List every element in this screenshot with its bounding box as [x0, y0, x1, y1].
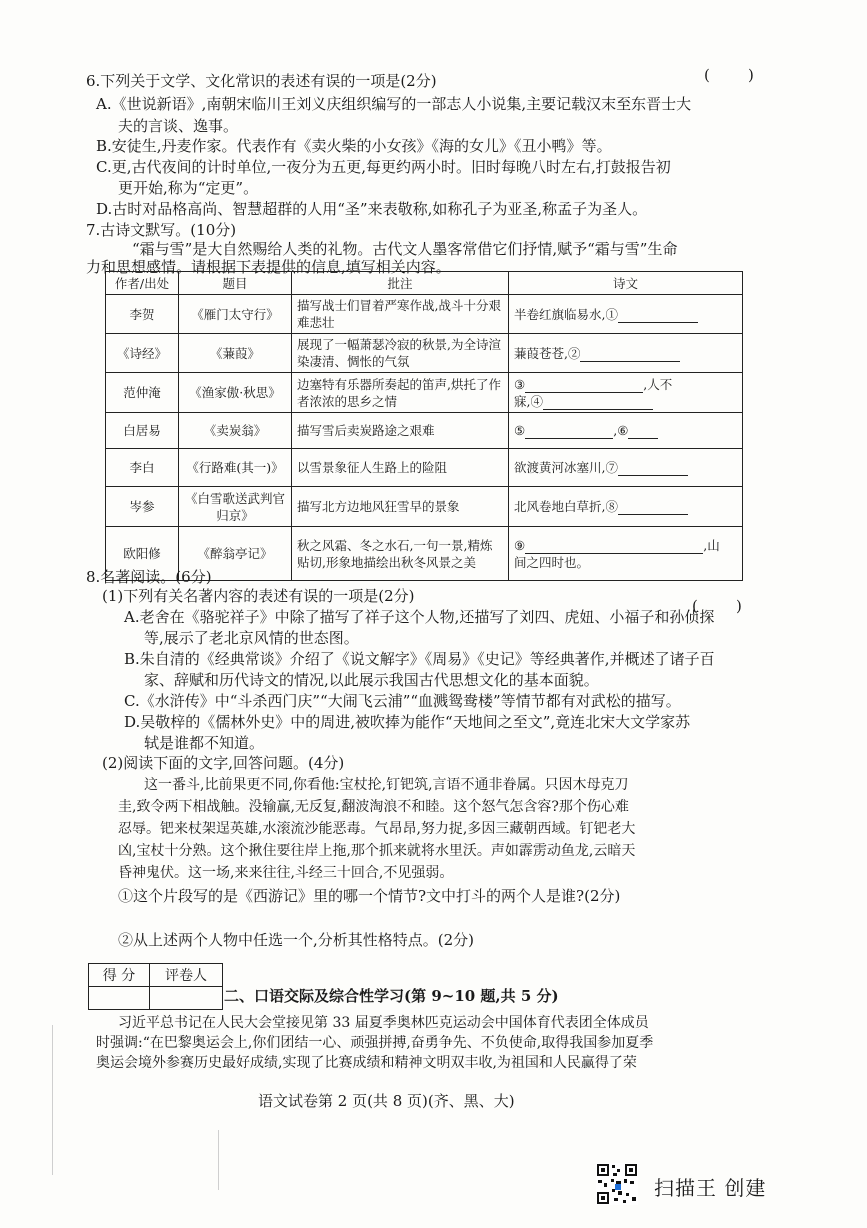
q8-option-b-cont: 家、辞赋和历代诗文的情况,以此展示我国古代思想文化的基本面貌。: [144, 671, 599, 689]
section2-text: 奥运会境外参赛历史最好成绩,实现了比赛成绩和精神文明双丰收,为祖国和人民赢得了荣: [96, 1055, 637, 1071]
score-label: 得 分: [89, 964, 150, 987]
reviewer-label: 评卷人: [150, 964, 223, 987]
cell-author: 白居易: [106, 413, 179, 449]
table-row: [106, 295, 743, 334]
header-note: 批注: [292, 272, 509, 295]
q8-option-c: C.《水浒传》中“斗杀西门庆”“大闹飞云浦”“血溅鸳鸯楼”等情节都有对武松的描写。: [124, 692, 681, 710]
q8-option-b: B.朱自清的《经典常谈》介绍了《说文解字》《周易》《史记》等经典著作,并概述了诸子百: [124, 650, 715, 668]
q6-title: 6.下列关于文学、文化常识的表述有误的一项是(2分): [86, 72, 437, 90]
answer-blank-8[interactable]: [618, 501, 688, 515]
q6-option-c: C.更,古代夜间的计时单位,一夜分为五更,每更约两小时。旧时每晚八时左右,打鼓报告初: [96, 158, 671, 176]
table-row: [106, 334, 743, 373]
header-title: 题目: [179, 272, 292, 295]
table-row: [106, 413, 743, 449]
q7-intro: “霜与雪”是大自然赐给人类的礼物。古代文人墨客常借它们抒情,赋予“霜与雪”生命: [132, 240, 678, 258]
cell-note: 描写雪后卖炭路途之艰难: [292, 413, 509, 449]
cell-note: 边塞特有乐器所奏起的笛声,烘托了作者浓浓的思乡之情: [292, 373, 509, 413]
cell-note: 以雪景象征人生路上的险阻: [292, 449, 509, 487]
q6-answer-bracket[interactable]: ( ): [704, 66, 754, 84]
section2-title: 二、口语交际及综合性学习(第 9~10 题,共 5 分): [224, 987, 559, 1005]
q7-title: 7.古诗文默写。(10分): [86, 221, 237, 239]
qr-code-icon: [596, 1163, 638, 1205]
poem-text: ,人不: [643, 376, 673, 392]
poetry-table: [105, 271, 743, 581]
scan-artifact-line: [52, 1025, 53, 1175]
answer-blank-2[interactable]: [580, 348, 680, 362]
cell-poem[interactable]: [509, 295, 743, 334]
q8-option-d-cont: 轼是谁都不知道。: [144, 734, 265, 752]
q8-option-a-cont: 等,展示了老北京风情的世态图。: [144, 629, 359, 647]
table-header-row: [106, 272, 743, 295]
q8-part2-title: (2)阅读下面的文字,回答问题。(4分): [102, 754, 345, 772]
cell-poem[interactable]: [509, 487, 743, 527]
blank-number-6: ,⑥: [613, 423, 629, 438]
passage-line: 这一番斗,比前果更不同,你看他:宝杖抡,钉钯筑,言语不通非眷属。只因木母克刀: [144, 777, 629, 793]
cell-title: 《蒹葭》: [179, 334, 292, 373]
poem-text: 北风卷地白草折,⑧: [514, 499, 618, 514]
cell-poem[interactable]: [509, 334, 743, 373]
answer-blank-1[interactable]: [618, 309, 698, 323]
header-poem: 诗文: [509, 272, 743, 295]
cell-author: 欧阳修: [106, 527, 179, 581]
blank-number-9: ⑨: [514, 537, 526, 553]
header-author: 作者/出处: [106, 272, 179, 295]
cell-title: 《卖炭翁》: [179, 413, 292, 449]
page-footer: 语文试卷第 2 页(共 8 页)(齐、黑、大): [258, 1092, 515, 1110]
cell-author: 李白: [106, 449, 179, 487]
cell-poem[interactable]: [509, 373, 743, 413]
poem-text: 蒹葭苍苍,②: [514, 345, 581, 361]
scan-artifact-line: [218, 1130, 219, 1190]
cell-author: 《诗经》: [106, 334, 179, 373]
cell-note: 描写战士们冒着严寒作战,战斗十分艰难悲壮: [292, 295, 509, 334]
q8-answer-bracket[interactable]: ( ): [692, 597, 742, 615]
table-row: [106, 373, 743, 413]
cell-title: 《渔家傲·秋思》: [179, 373, 292, 413]
cell-author: 岑参: [106, 487, 179, 527]
q6-option-a-cont: 夫的言谈、逸事。: [118, 117, 239, 135]
poem-text: 间之四时也。: [514, 554, 590, 570]
passage-line: 凶,宝杖十分熟。这个揪住要往岸上拖,那个抓来就将水里沃。声如霹雳动鱼龙,云暗天: [118, 843, 636, 859]
cell-note: 秋之风霜、冬之水石,一句一景,精炼贴切,形象地描绘出秋冬风景之美: [292, 527, 509, 581]
cell-author: 李贺: [106, 295, 179, 334]
passage-line: 圭,致令两下相战触。没输赢,无反复,翻波淘浪不和睦。这个怒气怎含容?那个伤心难: [118, 799, 629, 815]
poem-text: 欲渡黄河冰塞川,⑦: [514, 460, 618, 475]
scanner-watermark: 扫描王 创建: [654, 1176, 767, 1200]
poem-text: 半卷红旗临易水,①: [514, 306, 618, 322]
answer-blank-7[interactable]: [618, 462, 688, 476]
cell-title: 《雁门太守行》: [179, 295, 292, 334]
q7-intro-cont: 力和思想感情。请根据下表提供的信息,填写相关内容。: [86, 258, 451, 276]
q6-option-d: D.古时对品格高尚、智慧超群的人用“圣”来表敬称,如称孔子为亚圣,称孟子为圣人。: [96, 200, 648, 218]
q8-question-1: ①这个片段写的是《西游记》里的哪一个情节?文中打斗的两个人是谁?(2分): [118, 887, 621, 905]
answer-blank-3[interactable]: [525, 379, 643, 393]
q6-option-a: A.《世说新语》,南朝宋临川王刘义庆组织编写的一部志人小说集,主要记载汉末至东晋士大: [96, 95, 692, 113]
blank-number-3: ③: [514, 376, 526, 392]
q8-option-d: D.吴敬梓的《儒林外史》中的周进,被吹捧为能作“天地间之至文”,竟连北宋大文学家苏: [124, 713, 691, 731]
cell-title: 《白雪歌送武判官归京》: [179, 487, 292, 527]
table-row: [106, 449, 743, 487]
passage-line: 忍辱。钯来杖架逞英雄,水滚流沙能恶毒。气昂昂,努力捉,多因三藏朝西域。钉钯老大: [118, 821, 636, 837]
section2-text: 时强调:“在巴黎奥运会上,你们团结一心、顽强拼搏,奋勇争先、不负使命,取得我国参加夏季: [96, 1035, 654, 1051]
cell-title: 《行路难(其一)》: [179, 449, 292, 487]
reviewer-cell[interactable]: [150, 987, 223, 1010]
section2-text: 习近平总书记在人民大会堂接见第 33 届夏季奥林匹克运动会中国体育代表团全体成员: [118, 1015, 649, 1031]
q8-question-2: ②从上述两个人物中任选一个,分析其性格特点。(2分): [118, 931, 475, 949]
blank-number-4: 寐,④: [514, 393, 543, 409]
cell-author: 范仲淹: [106, 373, 179, 413]
cell-poem[interactable]: [509, 413, 743, 449]
cell-title: 《醉翁亭记》: [179, 527, 292, 581]
score-cell[interactable]: [89, 987, 150, 1010]
cell-poem[interactable]: [509, 449, 743, 487]
q6-option-b: B.安徒生,丹麦作家。代表作有《卖火柴的小女孩》《海的女儿》《丑小鸭》等。: [96, 137, 612, 155]
cell-poem[interactable]: [509, 527, 743, 581]
score-box: [88, 963, 223, 1010]
q8-part1-title: (1)下列有关名著内容的表述有误的一项是(2分): [102, 587, 415, 605]
q6-option-c-cont: 更开始,称为“定更”。: [118, 179, 259, 197]
answer-blank-6[interactable]: [628, 425, 658, 439]
table-row: [106, 487, 743, 527]
answer-blank-5[interactable]: [525, 425, 613, 439]
passage-line: 昏神鬼伏。这一场,来来往往,斗经三十回合,不见强弱。: [118, 865, 454, 881]
answer-blank-4[interactable]: [543, 396, 653, 410]
answer-blank-10[interactable]: [643, 540, 703, 554]
cell-note: 展现了一幅萧瑟冷寂的秋景,为全诗渲染凄清、惆怅的气氛: [292, 334, 509, 373]
q8-title: 8.名著阅读。(6分): [86, 568, 212, 586]
q8-option-a: A.老舍在《骆驼祥子》中除了描写了祥子这个人物,还描写了刘四、虎妞、小福子和孙侦探: [124, 608, 715, 626]
blank-number-5: ⑤: [514, 423, 526, 438]
answer-blank-9[interactable]: [525, 540, 643, 554]
cell-note: 描写北方边地风狂雪早的景象: [292, 487, 509, 527]
poem-text: ,山: [703, 537, 720, 553]
